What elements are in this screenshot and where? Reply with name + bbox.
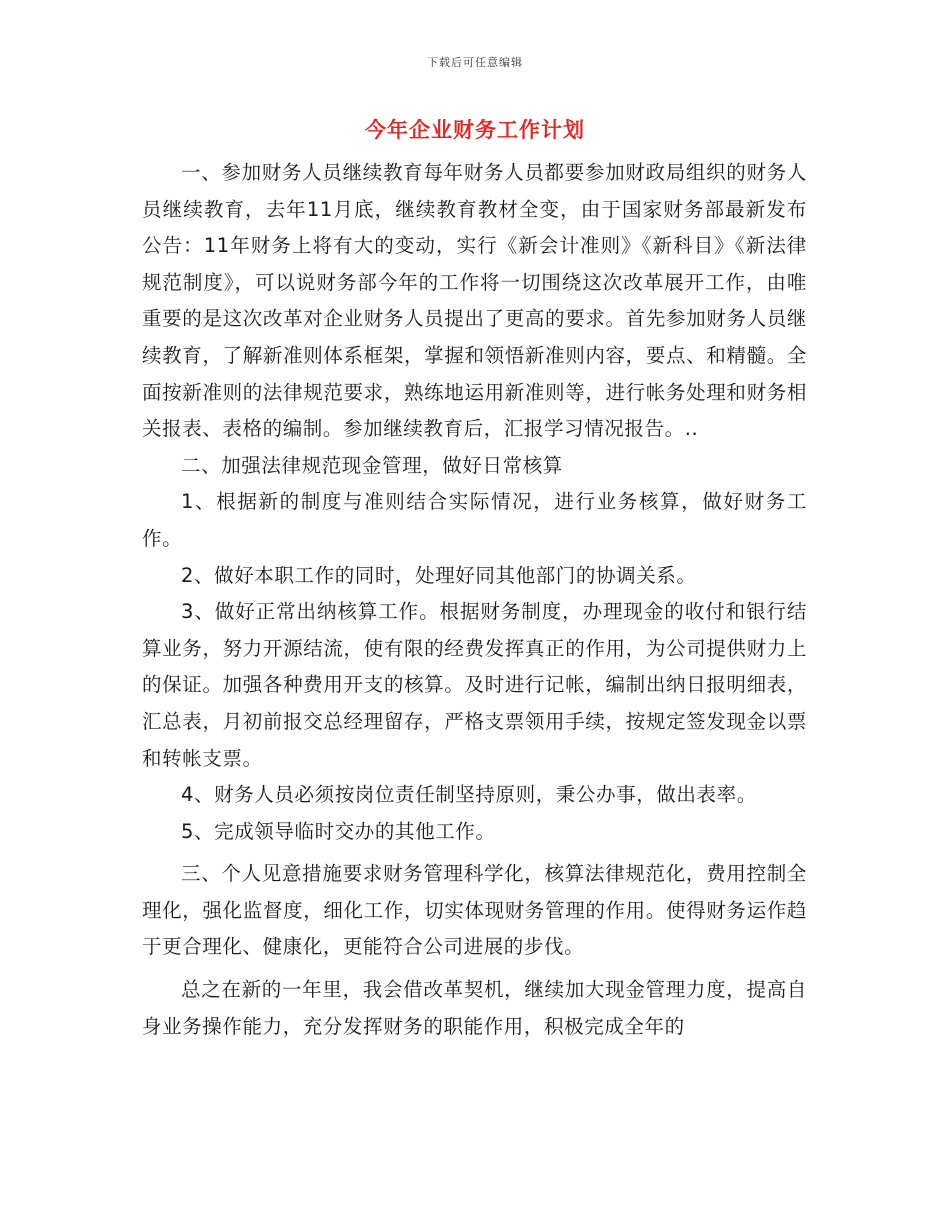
paragraph-item-3: 3、做好正常出纳核算工作。根据财务制度，办理现金的收付和银行结算业务，努力开源结流，使有限的经费发挥真正的作用，为公司提供财力上的保证。加强各种费用开支的核算。及时进行记帐，编制出纳日报明细表，汇总表，月初前报交总经理留存，严格支票领用手续，按规定签发现金以票和转帐支票。 xyxy=(142,600,807,770)
paragraph-section-1: 一、参加财务人员继续教育每年财务人员都要参加财政局组织的财务人员继续教育，去年11月底，继续教育教材全变，由于国家财务部最新发布公告：11年财务上将有大的变动，实行《新会计准则》《新科目》《新法律规范制度》，可以说财务部今年的工作将一切围绕这次改革展开工作，由唯重要的是这次改革对企业财务人员提出了更高的要求。首先参加财务人员继续教育，了解新准则体系框架，掌握和领悟新准则内容，要点、和精髓。全面按新准则的法律规范要求，熟练地运用新准则等，进行帐务处理和财务相关报表、表格的编制。参加继续教育后，汇报学习情况报告。.. xyxy=(142,161,807,441)
document-body xyxy=(142,155,807,1045)
paragraph-item-5: 5、完成领导临时交办的其他工作。 xyxy=(181,819,496,843)
paragraph-section-2-heading: 二、加强法律规范现金管理，做好日常核算 xyxy=(181,453,563,477)
paragraph-item-4: 4、财务人员必须按岗位责任制坚持原则，秉公办事，做出表率。 xyxy=(181,783,757,807)
paragraph-summary: 总之在新的一年里，我会借改革契机，继续加大现金管理力度，提高自身业务操作能力，充分发挥财务的职能作用，积极完成全年的 xyxy=(142,978,807,1038)
header-note: 下载后可任意编辑 xyxy=(427,56,523,69)
document-title: 今年企业财务工作计划 xyxy=(365,118,585,142)
paragraph-item-2: 2、做好本职工作的同时，处理好同其他部门的协调关系。 xyxy=(181,563,697,587)
paragraph-item-1: 1、根据新的制度与准则结合实际情况，进行业务核算，做好财务工作。 xyxy=(142,490,807,550)
paragraph-section-3: 三、个人见意措施要求财务管理科学化，核算法律规范化，费用控制全理化，强化监督度，细化工作，切实体现财务管理的作用。使得财务运作趋于更合理化、健康化，更能符合公司进展的步伐。 xyxy=(142,862,807,959)
